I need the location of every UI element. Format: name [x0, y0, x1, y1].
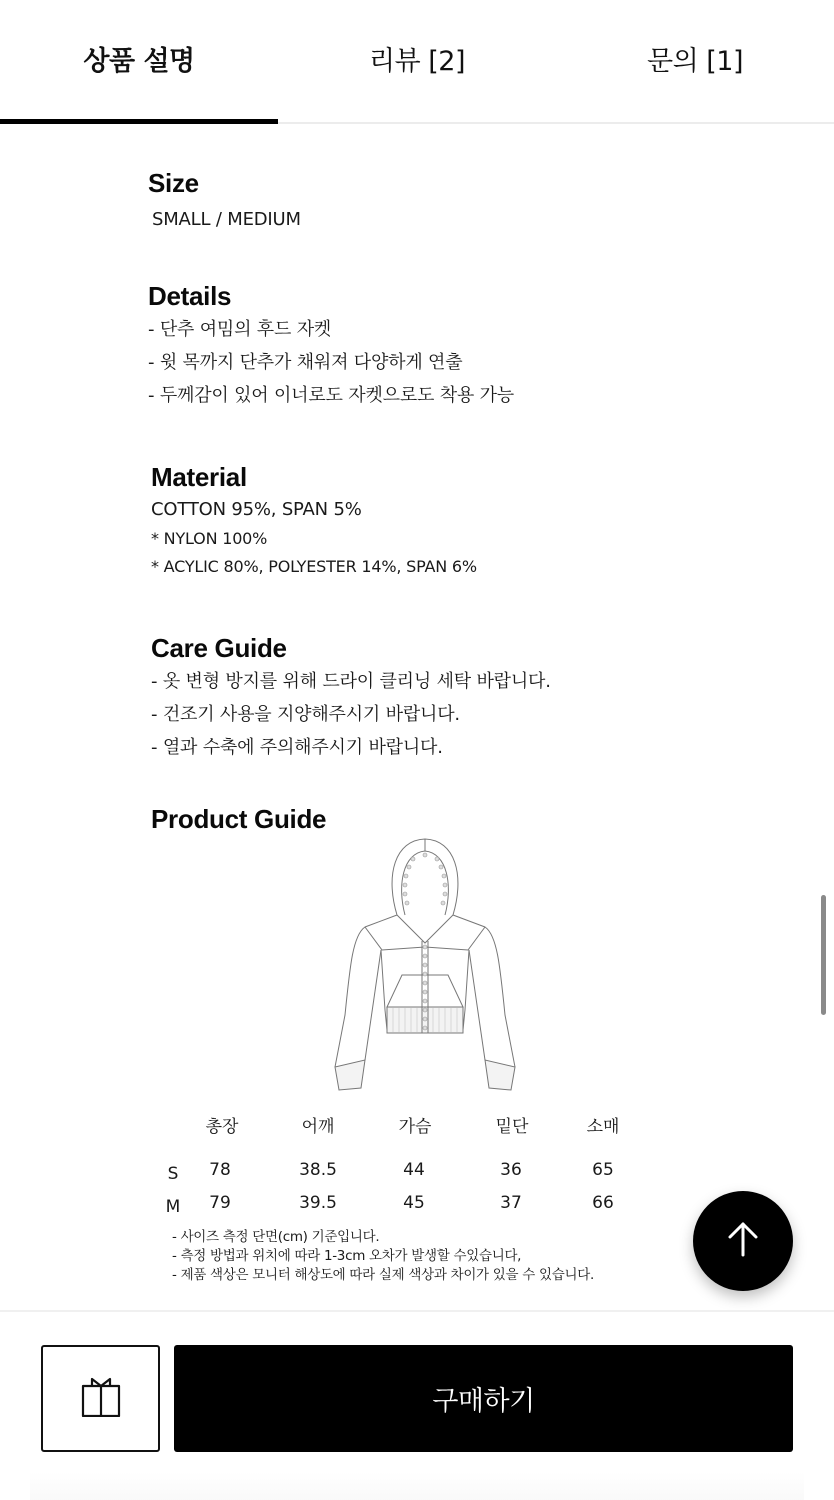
size-notes: [172, 1228, 594, 1285]
tab-description[interactable]: 상품 설명: [0, 0, 278, 122]
header-cell: 어깨: [301, 1117, 335, 1137]
tab-inquiries[interactable]: 문의 [1]: [647, 45, 743, 77]
care-item: - 건조기 사용을 지양해주시기 바랍니다.: [151, 704, 460, 725]
header-cell: 소매: [586, 1117, 620, 1137]
product-guide-section: [151, 804, 326, 835]
table-cell: 37: [500, 1193, 522, 1213]
care-heading: Care Guide: [151, 633, 287, 663]
details-item: - 두께감이 있어 이너로도 자켓으로도 착용 가능: [148, 385, 514, 406]
table-cell: 65: [592, 1160, 614, 1180]
bottom-safe-area: [30, 1472, 804, 1500]
note-item: - 제품 색상은 모니터 해상도에 따라 실제 색상과 차이가 있을 수 있습니다.: [172, 1267, 594, 1283]
product-guide-heading: Product Guide: [151, 804, 327, 834]
material-item: * ACYLIC 80%, POLYESTER 14%, SPAN 6%: [151, 557, 477, 576]
note-item: - 측정 방법과 위치에 따라 1-3cm 오차가 발생할 수있습니다,: [172, 1248, 522, 1264]
care-item: - 열과 수축에 주의해주시기 바랍니다.: [151, 737, 443, 758]
size-table-header: [160, 1112, 640, 1142]
size-label: M: [165, 1197, 181, 1217]
tab-bar: [0, 0, 834, 124]
table-cell: 36: [500, 1160, 522, 1180]
scrollbar[interactable]: [821, 895, 826, 1015]
scroll-to-top-button[interactable]: [693, 1191, 793, 1291]
size-label: S: [167, 1164, 179, 1184]
care-section: [151, 633, 551, 764]
table-cell: 79: [209, 1193, 231, 1213]
bottom-action-bar: [0, 1310, 834, 1500]
material-main: COTTON 95%, SPAN 5%: [151, 499, 362, 520]
table-cell: 44: [403, 1160, 425, 1180]
size-value: SMALL / MEDIUM: [152, 209, 301, 230]
material-section: [151, 462, 477, 581]
material-item: * NYLON 100%: [151, 529, 268, 548]
table-cell: 38.5: [299, 1160, 337, 1180]
table-cell: 39.5: [299, 1193, 337, 1213]
details-heading: Details: [148, 281, 232, 311]
note-item: - 사이즈 측정 단면(cm) 기준입니다.: [172, 1229, 380, 1245]
header-cell: 가슴: [398, 1117, 432, 1137]
material-heading: Material: [151, 462, 247, 492]
size-table: [160, 1112, 640, 1223]
buy-button[interactable]: 구매하기: [174, 1345, 793, 1452]
size-heading: Size: [148, 168, 199, 198]
details-item: - 윗 목까지 단추가 채워져 다양하게 연출: [148, 352, 463, 373]
header-cell: 밑단: [495, 1117, 529, 1137]
table-cell: 66: [592, 1193, 614, 1213]
gift-button[interactable]: [41, 1345, 160, 1452]
header-cell: 총장: [205, 1117, 239, 1137]
care-item: - 옷 변형 방지를 위해 드라이 클리닝 세탁 바랍니다.: [151, 671, 551, 692]
table-cell: 78: [209, 1160, 231, 1180]
size-section: [148, 168, 301, 236]
table-row: [160, 1160, 640, 1190]
table-cell: 45: [403, 1193, 425, 1213]
arrow-up-icon: [726, 1221, 760, 1261]
tab-reviews[interactable]: 리뷰 [2]: [369, 45, 465, 77]
table-row: [160, 1193, 640, 1223]
gift-icon: [81, 1377, 121, 1421]
details-item: - 단추 여밈의 후드 자켓: [148, 319, 332, 340]
jacket-sketch-image: [325, 835, 525, 1095]
details-section: [148, 281, 514, 412]
